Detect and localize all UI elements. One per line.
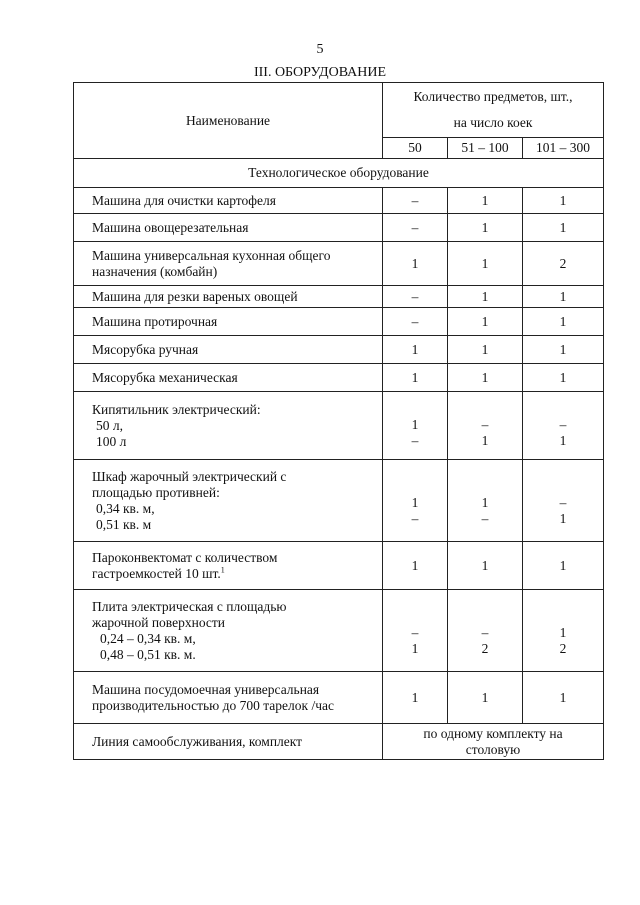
cell-value: 1: [448, 286, 523, 308]
cell-value: 1: [383, 364, 448, 392]
cell-value: 2: [523, 242, 604, 286]
table-row: [74, 188, 604, 214]
row-name: Плита электрическая с площадью жарочной поверхности 0,24 – 0,34 кв. м, 0,48 – 0,51 кв. м.: [74, 590, 383, 672]
table-row: [74, 214, 604, 242]
row-name: Машина для очистки картофеля: [74, 188, 383, 214]
cell-value: – 1: [523, 392, 604, 460]
cell-value: 1: [448, 214, 523, 242]
table-row: [74, 460, 604, 542]
cell-value: 1: [448, 308, 523, 336]
table-row: [74, 308, 604, 336]
table-row: [74, 336, 604, 364]
cell-value: –: [383, 188, 448, 214]
row-name: Мясорубка механическая: [74, 364, 383, 392]
cell-value: 1: [523, 542, 604, 590]
row-name: Линия самообслуживания, комплект: [74, 724, 383, 760]
row-name: Шкаф жарочный электрический с площадью противней: 0,34 кв. м, 0,51 кв. м: [74, 460, 383, 542]
header-quantity: Количество предметов, шт., на число коек: [383, 83, 604, 138]
cell-value: 1: [448, 242, 523, 286]
header-name: Наименование: [74, 83, 383, 159]
cell-value: –: [383, 286, 448, 308]
cell-value: 1: [523, 286, 604, 308]
column-header-101-300: 101 – 300: [523, 138, 604, 159]
cell-value: 1: [383, 672, 448, 724]
cell-value: –: [383, 308, 448, 336]
column-header-50: 50: [383, 138, 448, 159]
table-row: [74, 590, 604, 672]
cell-value: 1 –: [383, 460, 448, 542]
table-row: [74, 364, 604, 392]
row-name: Машина посудомоечная универсальная производительностью до 700 тарелок /час: [74, 672, 383, 724]
cell-value: 1 –: [383, 392, 448, 460]
cell-value: 1: [448, 672, 523, 724]
equipment-table: [73, 82, 604, 760]
cell-value: 1: [448, 336, 523, 364]
cell-value: 1 2: [523, 590, 604, 672]
row-name: Машина для резки вареных овощей: [74, 286, 383, 308]
table-row: [74, 392, 604, 460]
row-name: Машина протирочная: [74, 308, 383, 336]
cell-value: 1: [383, 542, 448, 590]
page-number: 5: [316, 42, 324, 57]
cell-value: – 1: [448, 392, 523, 460]
cell-value: 1: [523, 336, 604, 364]
cell-value: 1: [523, 308, 604, 336]
cell-value: – 2: [448, 590, 523, 672]
table-row: [74, 242, 604, 286]
table-row: [74, 542, 604, 590]
table-row: [74, 286, 604, 308]
section-title: III. ОБОРУДОВАНИЕ: [253, 65, 387, 80]
row-name: Пароконвектомат с количеством гастроемкостей 10 шт.$^1$: [74, 542, 383, 590]
footnote-marker: 1: [220, 565, 225, 574]
table-row: [74, 724, 604, 760]
cell-value: 1: [523, 188, 604, 214]
cell-value: 1: [523, 214, 604, 242]
group-title: Технологическое оборудование: [74, 159, 604, 188]
cell-value: 1: [523, 364, 604, 392]
cell-value: 1 –: [448, 460, 523, 542]
cell-value: –: [383, 214, 448, 242]
row-name: Мясорубка ручная: [74, 336, 383, 364]
row-name: Машина универсальная кухонная общего назначения (комбайн): [74, 242, 383, 286]
cell-value: – 1: [523, 460, 604, 542]
cell-value: 1: [383, 336, 448, 364]
cell-value: 1: [383, 242, 448, 286]
table-row: [74, 672, 604, 724]
merged-value: по одному комплекту на столовую: [383, 724, 604, 760]
row-name: Кипятильник электрический: 50 л, 100 л: [74, 392, 383, 460]
row-name: Машина овощерезательная: [74, 214, 383, 242]
cell-value: – 1: [383, 590, 448, 672]
column-header-51-100: 51 – 100: [448, 138, 523, 159]
cell-value: 1: [448, 364, 523, 392]
cell-value: 1: [448, 542, 523, 590]
cell-value: 1: [448, 188, 523, 214]
cell-value: 1: [523, 672, 604, 724]
